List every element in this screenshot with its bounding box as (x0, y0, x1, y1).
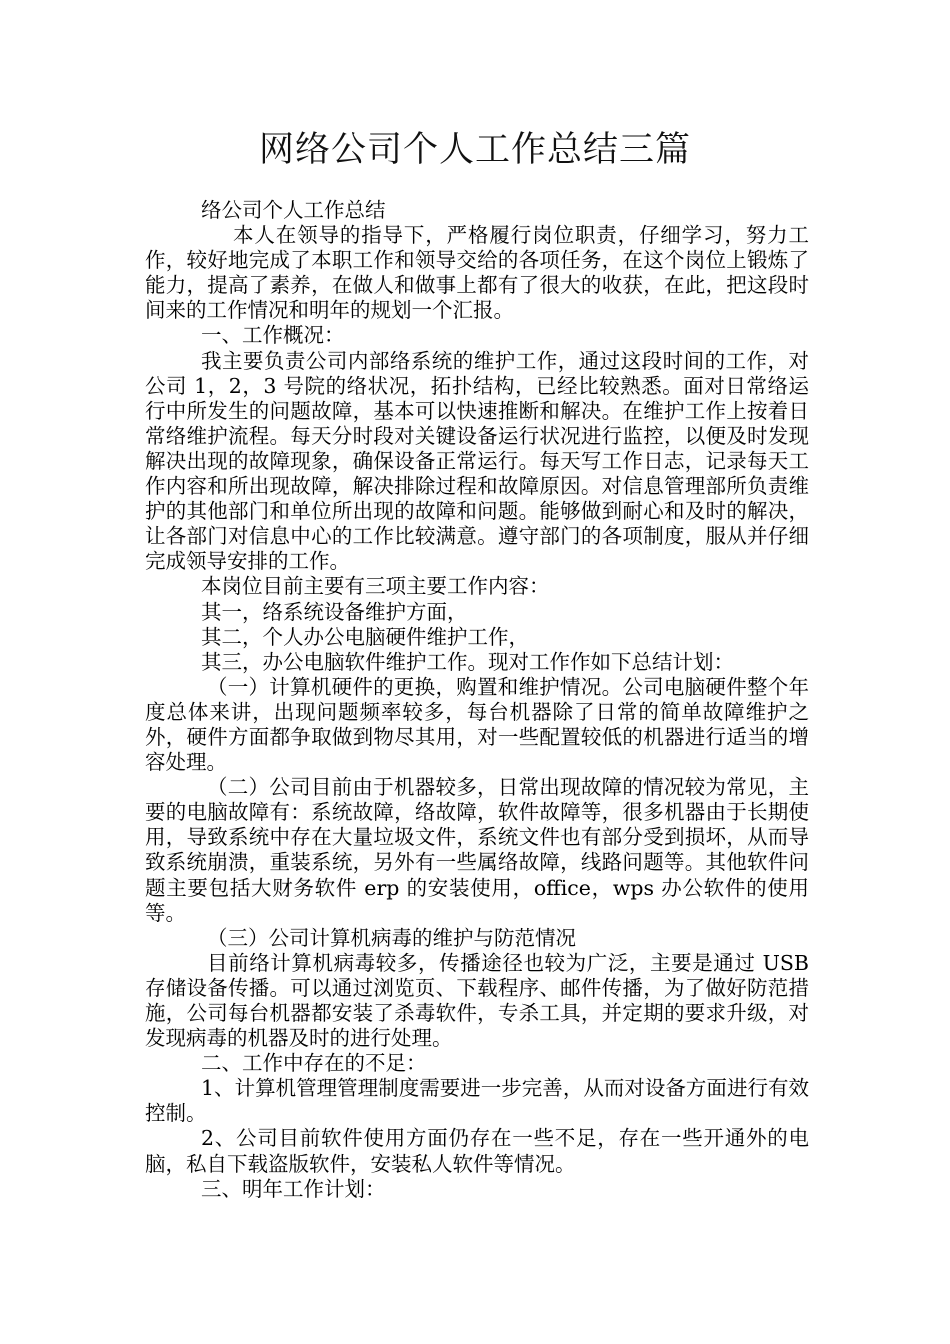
document-body (145, 198, 809, 1202)
body-paragraph: 本岗位目前主要有三项主要工作内容： (201, 574, 550, 599)
list-item: 2、公司目前软件使用方面仍存在一些不足，存在一些开通外的电脑，私自下载盗版软件，安装私人软件等情况。 (145, 1126, 809, 1176)
list-item: 其三，办公电脑软件维护工作。现对工作作如下总结计划： (201, 649, 734, 674)
section-heading: 一、工作概况： (201, 323, 345, 348)
section-heading: 二、工作中存在的不足： (201, 1051, 427, 1076)
body-paragraph: （二）公司目前由于机器较多，日常出现故障的情况较为常见，主要的电脑故障有：系统故障，络故障，软件故障等，很多机器由于长期使用，导致系统中存在大量垃圾文件，系统文件也有部分受到损坏，从而导致系统崩溃，重装系统，另外有一些属络故障，线路问题等。其他软件问题主要包括大财务软件 erp 的安装使用，office，wps 办公软件的使用等。 (145, 775, 809, 925)
body-paragraph: （一）计算机硬件的更换，购置和维护情况。公司电脑硬件整个年度总体来讲，出现问题频率较多，每台机器除了日常的简单故障维护之外，硬件方面都争取做到物尽其用，对一些配置较低的机器进行适当的增容处理。 (145, 674, 809, 775)
body-paragraph: 本人在领导的指导下，严格履行岗位职责，仔细学习，努力工作，较好地完成了本职工作和领导交给的各项任务，在这个岗位上锻炼了能力，提高了素养，在做人和做事上都有了很大的收获，在此，把这段时间来的工作情况和明年的规划一个汇报。 (145, 223, 809, 323)
section-heading: 三、明年工作计划： (201, 1176, 386, 1201)
section-heading: 络公司个人工作总结 (201, 198, 386, 222)
list-item: 其一，络系统设备维护方面， (201, 599, 468, 624)
body-paragraph: 我主要负责公司内部络系统的维护工作，通过这段时间的工作，对公司 1，2，3 号院的络状况，拓扑结构，已经比较熟悉。面对日常络运行中所发生的问题故障，基本可以快速推断和解决。在维护工作上按着日常络维护流程。每天分时段对关键设备运行状况进行监控，以便及时发现解决出现的故障现象，确保设备正常运行。每天写工作日志，记录每天工作内容和所出现故障，解决排除过程和故障原因。对信息管理部所负责维护的其他部门和单位所出现的故障和问题。能够做到耐心和及时的解决，让各部门对信息中心的工作比较满意。遵守部门的各项制度，服从并仔细完成领导安排的工作。 (145, 348, 809, 574)
subsection-heading: （三）公司计算机病毒的维护与防范情况 (207, 925, 576, 950)
document-title: 网络公司个人工作总结三篇 (258, 130, 691, 170)
list-item: 1、计算机管理管理制度需要进一步完善，从而对设备方面进行有效控制。 (145, 1076, 809, 1126)
list-item: 其二，个人办公电脑硬件维护工作， (201, 624, 529, 649)
body-paragraph: 目前络计算机病毒较多，传播途径也较为广泛，主要是通过 USB 存储设备传播。可以通过浏览页、下载程序、邮件传播，为了做好防范措施，公司每台机器都安装了杀毒软件，专杀工具，并定期的要求升级，对发现病毒的机器及时的进行处理。 (145, 950, 809, 1051)
